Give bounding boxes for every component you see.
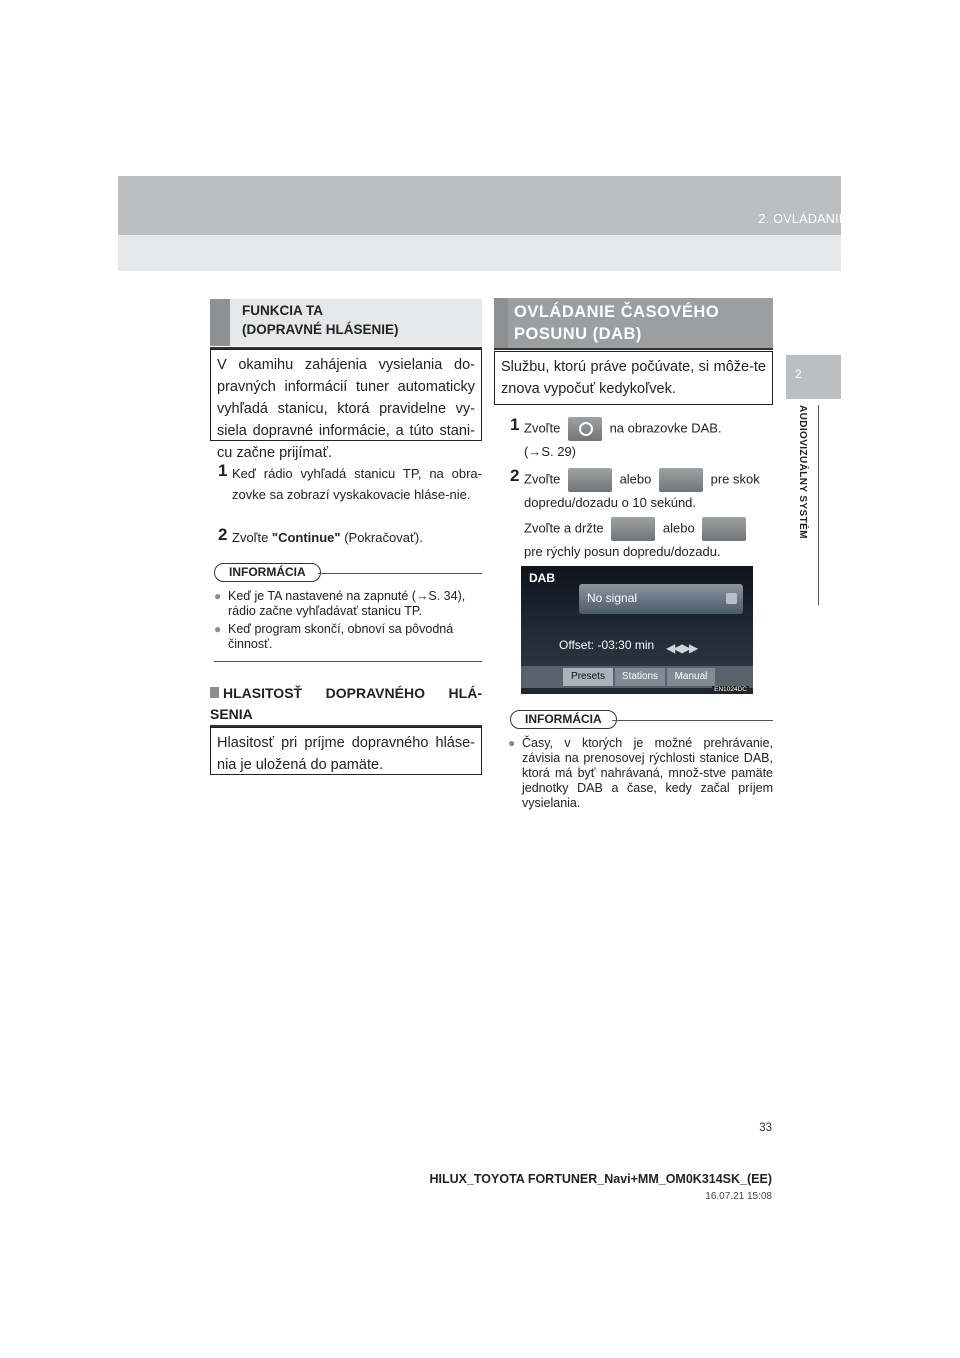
step-text: pre rýchly posun dopredu/dozadu. — [524, 544, 721, 559]
step-number: 2 — [218, 525, 228, 544]
section-title-line1: FUNKCIA TA — [242, 303, 323, 318]
page-number: 33 — [759, 1122, 772, 1134]
step-2 — [510, 466, 773, 513]
step-1 — [510, 415, 773, 462]
screen-signal-text: No signal — [587, 591, 638, 605]
step-2-hold — [524, 517, 773, 562]
document-date: 16.07.21 15:08 — [705, 1191, 772, 1202]
section-rule — [494, 348, 773, 350]
step-text-pre: Zvoľte — [524, 420, 561, 436]
document-id: HILUX_TOYOTA FORTUNER_Navi+MM_OM0K314SK_(EE) — [429, 1172, 772, 1186]
screen-tab-presets: Presets — [563, 668, 613, 686]
section-title-line1: OVLÁDANIE ČASOVÉHO — [514, 303, 720, 321]
step-text: Keď rádio vyhľadá stanicu TP, na obra-zovke sa zobrazí vyskakovacie hláse-nie. — [232, 466, 482, 502]
rewind-icon — [611, 517, 655, 541]
step-text-post: na obrazovke DAB. — [609, 420, 722, 436]
subheading-text: HLASITOSŤ DOPRAVNÉHO HLÁ-SENIA — [210, 685, 482, 722]
volume-box: Hlasitosť pri príjme dopravného hláse-nia je uložená do pamäte. — [210, 727, 482, 775]
screen-offset: Offset: -03:30 min — [559, 638, 655, 652]
heading-marker — [494, 298, 508, 348]
side-divider — [818, 405, 819, 605]
info-item: ● Keď program skončí, obnoví sa pôvodná činnosť. — [214, 622, 482, 652]
step-text: Zvoľte a držte — [524, 520, 604, 536]
screen-dab-label: DAB — [529, 571, 555, 585]
screen-skip-icons: ◀◀ ▶▶ — [666, 641, 697, 655]
info-badge: INFORMÁCIA — [214, 563, 321, 582]
chapter-tab — [786, 355, 841, 399]
section-heading-timeshift — [494, 298, 773, 348]
intro-box: V okamihu zahájenia vysielania do-pravných informácií tuner automaticky vyhľadá stanicu, ktorá pravidelne vy-siela dopravné informácie, a túto stani-cu začne prijímať. — [210, 349, 482, 441]
info-line-bottom — [214, 661, 482, 662]
step-number: 1 — [510, 415, 520, 434]
chapter-number: 2 — [795, 367, 802, 381]
step-text: alebo — [619, 471, 652, 487]
step-number: 1 — [218, 461, 228, 480]
continue-label: "Continue" — [271, 530, 341, 545]
dab-screenshot — [521, 566, 753, 694]
section-title-line2: POSUNU (DAB) — [514, 325, 642, 343]
section-heading-ta — [210, 299, 482, 346]
info-item: ● Keď je TA nastavené na zapnuté (→S. 34), rádio začne vyhľadávať stanicu TP. — [214, 589, 482, 619]
chapter-side-label — [787, 405, 807, 585]
step-1 — [218, 461, 482, 505]
step-text-pre: Zvoľte — [232, 530, 272, 545]
rewind-icon — [568, 468, 612, 492]
step-2 — [218, 525, 482, 548]
heading-marker — [210, 299, 230, 346]
step-text: alebo — [662, 520, 695, 536]
fast-forward-icon — [659, 468, 703, 492]
info-badge: INFORMÁCIA — [510, 710, 617, 729]
timeshift-icon — [726, 593, 737, 604]
step-text: Zvoľte — [524, 471, 561, 487]
subheading-volume — [210, 683, 482, 725]
info-item: ● Časy, v ktorých je možné prehrávanie, závisia na prenosovej rýchlosti stanice DAB, ktorá má byť nahrávaná, množ-stve pamäte jednotky DAB a čase, kedy začal príjem vysielania. — [508, 736, 773, 811]
page-reference: (→S. 29) — [524, 444, 577, 459]
info-line — [612, 720, 773, 721]
section-title — [508, 298, 773, 348]
info-line — [318, 573, 482, 574]
screen-figure-tag: EN1024DC — [714, 686, 747, 693]
subheading-marker — [210, 687, 219, 698]
step-number: 2 — [510, 466, 520, 485]
step-text: pre skok dopredu/dozadu o 10 sekúnd. — [524, 471, 760, 510]
screen-tab-manual: Manual — [667, 668, 715, 686]
chapter-title: AUDIOVIZUÁLNY SYSTÉM — [797, 405, 808, 539]
fast-forward-icon — [702, 517, 746, 541]
section-title — [230, 299, 482, 346]
header-bar — [118, 176, 841, 235]
step-text-post: (Pokračovať). — [340, 530, 423, 545]
intro-box: Službu, ktorú práve počúvate, si môže-te znova vypočuť kedykoľvek. — [494, 351, 773, 405]
section-title-line2: (DOPRAVNÉ HLÁSENIE) — [242, 322, 399, 337]
chapter-header-title: 2. OVLÁDANIE RÁDIA — [758, 212, 891, 226]
timeshift-icon — [568, 417, 602, 441]
header-subbar — [118, 235, 841, 271]
screen-tab-stations: Stations — [615, 668, 665, 686]
screen-signal-panel — [579, 584, 743, 614]
